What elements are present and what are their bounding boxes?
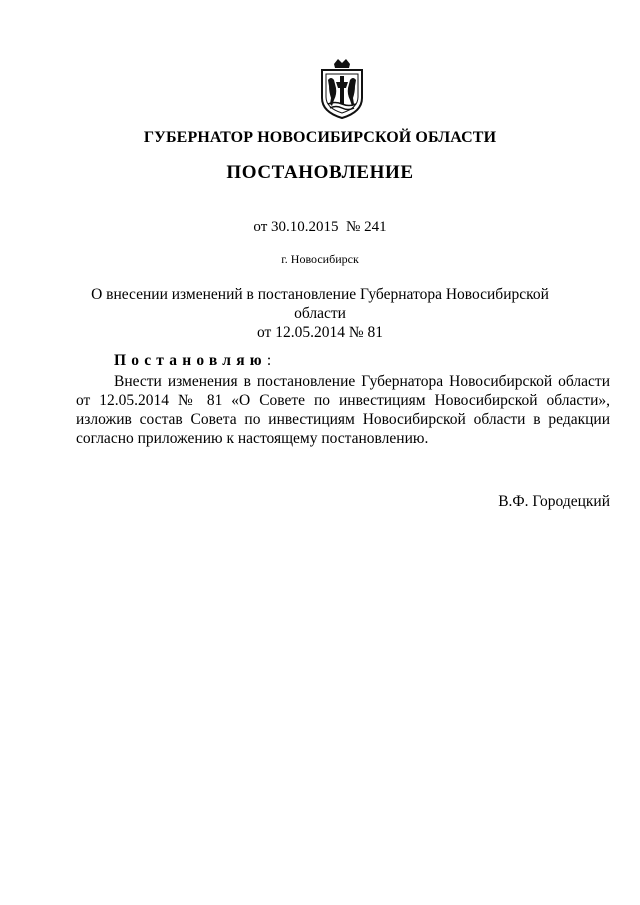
decree-paragraph: Внести изменения в постановление Губернатора Новосибирской области от 12.05.2014 № 81 «О Совете по инвестициям Новосибирской области», изложив состав Совета по инвестициям Новосибирской области в редакции согласно приложению к настоящему постановлению. — [76, 373, 610, 447]
decree-word: Постановляю — [114, 352, 267, 369]
authority-title: ГУБЕРНАТОР НОВОСИБИРСКОЙ ОБЛАСТИ — [143, 129, 497, 146]
decree-heading — [114, 352, 271, 370]
document-type-title: ПОСТАНОВЛЕНИЕ — [226, 162, 414, 183]
document-date-number — [0, 219, 640, 236]
document-date: от 30.10.2015 — [253, 219, 339, 235]
decree-colon: : — [266, 352, 272, 369]
document-subject — [80, 285, 560, 342]
document-number: № 241 — [346, 219, 387, 235]
subject-line-2: от 12.05.2014 № 81 — [257, 324, 383, 341]
coat-of-arms-icon — [314, 58, 370, 120]
document-city: г. Новосибирск — [281, 252, 359, 266]
subject-line-1: О внесении изменений в постановление Губернатора Новосибирской области — [91, 286, 549, 322]
signatory-name: В.Ф. Городецкий — [498, 493, 610, 510]
